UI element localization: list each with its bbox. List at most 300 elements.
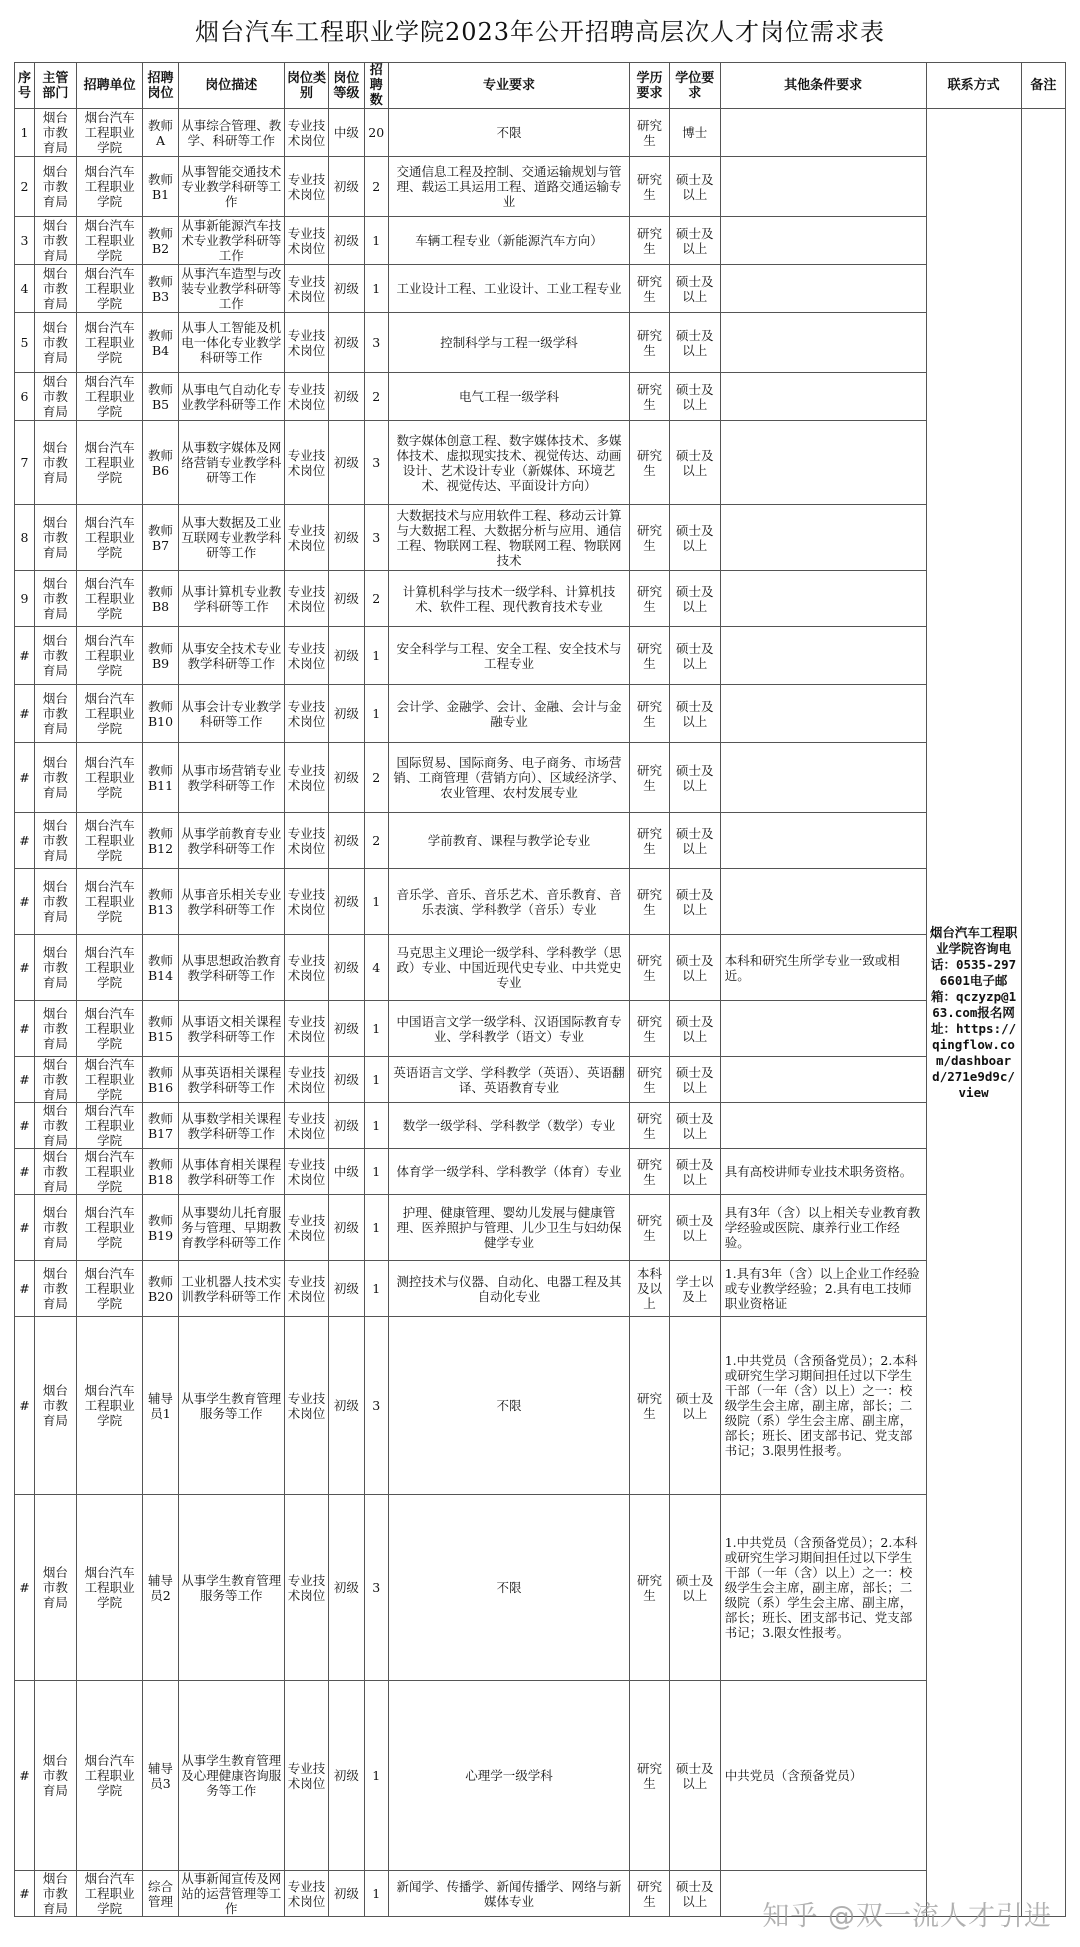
- header-cell: 学位要求: [669, 63, 720, 109]
- cell-edu: 研究生: [630, 869, 670, 935]
- table-row: [15, 743, 1066, 813]
- table-row: [15, 627, 1066, 685]
- cell-desc: 从事学生教育管理及心理健康咨询服务等工作: [178, 1681, 284, 1871]
- cell-level: 初级: [329, 1195, 364, 1261]
- cell-level: 初级: [329, 1001, 364, 1057]
- cell-post: 教师B9: [143, 627, 178, 685]
- cell-major: 国际贸易、国际商务、电子商务、市场营销、工商管理（营销方向）、区域经济学、农业管理、农村发展专业: [388, 743, 629, 813]
- cell-desc: 从事学生教育管理服务等工作: [178, 1495, 284, 1681]
- table-row: [15, 685, 1066, 743]
- cell-dept: 烟台市教育局: [34, 627, 76, 685]
- cell-major: 测控技术与仪器、自动化、电器工程及其自动化专业: [388, 1261, 629, 1317]
- cell-num: 1: [364, 1871, 388, 1917]
- cell-other: 1.具有3年（含）以上企业工作经验或专业教学经验；2.具有电工技师职业资格证: [720, 1261, 926, 1317]
- cell-edu: 研究生: [630, 109, 670, 157]
- header-cell: 序号: [15, 63, 35, 109]
- header-cell: 专业要求: [388, 63, 629, 109]
- cell-edu: 研究生: [630, 157, 670, 217]
- table-row: [15, 373, 1066, 421]
- cell-cat: 专业技术岗位: [284, 813, 328, 869]
- cell-cat: 专业技术岗位: [284, 743, 328, 813]
- cell-num: 1: [364, 1057, 388, 1103]
- cell-level: 初级: [329, 1103, 364, 1149]
- cell-other: [720, 743, 926, 813]
- cell-major: 计算机科学与技术一级学科、计算机技术、软件工程、现代教育技术专业: [388, 571, 629, 627]
- cell-other: [720, 571, 926, 627]
- cell-degree: 博士: [669, 109, 720, 157]
- cell-unit: 烟台汽车工程职业学院: [76, 1317, 142, 1495]
- cell-dept: 烟台市教育局: [34, 1681, 76, 1871]
- cell-edu: 研究生: [630, 743, 670, 813]
- cell-level: 初级: [329, 1057, 364, 1103]
- cell-num: 3: [364, 1317, 388, 1495]
- cell-edu: 研究生: [630, 1681, 670, 1871]
- cell-unit: 烟台汽车工程职业学院: [76, 869, 142, 935]
- cell-unit: 烟台汽车工程职业学院: [76, 217, 142, 265]
- cell-unit: 烟台汽车工程职业学院: [76, 935, 142, 1001]
- cell-num: 3: [364, 421, 388, 505]
- cell-other: [720, 1103, 926, 1149]
- table-row: [15, 1057, 1066, 1103]
- cell-degree: 硕士及以上: [669, 1317, 720, 1495]
- cell-num: 1: [364, 1103, 388, 1149]
- cell-major: 体育学一级学科、学科教学（体育）专业: [388, 1149, 629, 1195]
- cell-degree: 硕士及以上: [669, 421, 720, 505]
- cell-dept: 烟台市教育局: [34, 1317, 76, 1495]
- header-cell: 主管部门: [34, 63, 76, 109]
- cell-cat: 专业技术岗位: [284, 265, 328, 313]
- cell-other: 中共党员（含预备党员）: [720, 1681, 926, 1871]
- cell-major: 控制科学与工程一级学科: [388, 313, 629, 373]
- cell-other: [720, 813, 926, 869]
- cell-degree: 硕士及以上: [669, 265, 720, 313]
- cell-cat: 专业技术岗位: [284, 935, 328, 1001]
- cell-cat: 专业技术岗位: [284, 1103, 328, 1149]
- cell-post: 教师B6: [143, 421, 178, 505]
- cell-post: 综合管理: [143, 1871, 178, 1917]
- cell-no: 5: [15, 313, 35, 373]
- cell-num: 3: [364, 1495, 388, 1681]
- cell-cat: 专业技术岗位: [284, 313, 328, 373]
- header-cell: 其他条件要求: [720, 63, 926, 109]
- cell-num: 1: [364, 265, 388, 313]
- cell-cat: 专业技术岗位: [284, 157, 328, 217]
- cell-post: 教师B11: [143, 743, 178, 813]
- watermark: 知乎 @双一流人才引进: [762, 1901, 1052, 1932]
- cell-dept: 烟台市教育局: [34, 1001, 76, 1057]
- cell-major: 安全科学与工程、安全工程、安全技术与工程专业: [388, 627, 629, 685]
- cell-no: #: [15, 1681, 35, 1871]
- cell-no: 3: [15, 217, 35, 265]
- cell-post: 教师B5: [143, 373, 178, 421]
- cell-desc: 从事婴幼儿托育服务与管理、早期教育教学科研等工作: [178, 1195, 284, 1261]
- cell-level: 初级: [329, 935, 364, 1001]
- cell-no: 9: [15, 571, 35, 627]
- cell-dept: 烟台市教育局: [34, 421, 76, 505]
- cell-degree: 硕士及以上: [669, 313, 720, 373]
- cell-cat: 专业技术岗位: [284, 373, 328, 421]
- cell-other: [720, 313, 926, 373]
- cell-major: 会计学、金融学、会计、金融、会计与金融专业: [388, 685, 629, 743]
- cell-edu: 研究生: [630, 313, 670, 373]
- cell-post: 教师B1: [143, 157, 178, 217]
- cell-cat: 专业技术岗位: [284, 869, 328, 935]
- cell-degree: 硕士及以上: [669, 1195, 720, 1261]
- cell-edu: 研究生: [630, 421, 670, 505]
- cell-degree: 硕士及以上: [669, 1871, 720, 1917]
- table-row: [15, 109, 1066, 157]
- cell-desc: 从事体育相关课程教学科研等工作: [178, 1149, 284, 1195]
- cell-degree: 硕士及以上: [669, 217, 720, 265]
- cell-degree: 硕士及以上: [669, 1495, 720, 1681]
- cell-cat: 专业技术岗位: [284, 421, 328, 505]
- cell-degree: 硕士及以上: [669, 1057, 720, 1103]
- cell-post: 辅导员2: [143, 1495, 178, 1681]
- cell-post: 教师B17: [143, 1103, 178, 1149]
- cell-unit: 烟台汽车工程职业学院: [76, 313, 142, 373]
- cell-level: 初级: [329, 813, 364, 869]
- cell-num: 1: [364, 685, 388, 743]
- cell-unit: 烟台汽车工程职业学院: [76, 1195, 142, 1261]
- cell-desc: 从事会计专业教学科研等工作: [178, 685, 284, 743]
- cell-dept: 烟台市教育局: [34, 1195, 76, 1261]
- cell-desc: 从事大数据及工业互联网专业教学科研等工作: [178, 505, 284, 571]
- cell-cat: 专业技术岗位: [284, 1317, 328, 1495]
- cell-desc: 从事计算机专业教学科研等工作: [178, 571, 284, 627]
- cell-dept: 烟台市教育局: [34, 685, 76, 743]
- cell-unit: 烟台汽车工程职业学院: [76, 1057, 142, 1103]
- cell-major: 大数据技术与应用软件工程、移动云计算与大数据工程、大数据分析与应用、通信工程、物联网工程、物联网工程、物联网技术: [388, 505, 629, 571]
- cell-level: 初级: [329, 743, 364, 813]
- cell-major: 中国语言文学一级学科、汉语国际教育专业、学科教学（语文）专业: [388, 1001, 629, 1057]
- cell-desc: 工业机器人技术实训教学科研等工作: [178, 1261, 284, 1317]
- cell-major: 心理学一级学科: [388, 1681, 629, 1871]
- header-cell: 岗位类别: [284, 63, 328, 109]
- cell-degree: 硕士及以上: [669, 743, 720, 813]
- table-row: [15, 571, 1066, 627]
- cell-desc: 从事语文相关课程教学科研等工作: [178, 1001, 284, 1057]
- table-body: [15, 109, 1066, 1917]
- cell-degree: 硕士及以上: [669, 935, 720, 1001]
- cell-dept: 烟台市教育局: [34, 505, 76, 571]
- cell-no: 6: [15, 373, 35, 421]
- cell-no: #: [15, 1871, 35, 1917]
- cell-unit: 烟台汽车工程职业学院: [76, 1149, 142, 1195]
- cell-dept: 烟台市教育局: [34, 743, 76, 813]
- cell-desc: 从事安全技术专业教学科研等工作: [178, 627, 284, 685]
- cell-post: 教师B13: [143, 869, 178, 935]
- cell-level: 初级: [329, 373, 364, 421]
- table-row: [15, 217, 1066, 265]
- cell-level: 初级: [329, 1317, 364, 1495]
- cell-dept: 烟台市教育局: [34, 869, 76, 935]
- table-row: [15, 1495, 1066, 1681]
- cell-dept: 烟台市教育局: [34, 313, 76, 373]
- cell-level: 初级: [329, 217, 364, 265]
- cell-cat: 专业技术岗位: [284, 1495, 328, 1681]
- cell-other: [720, 421, 926, 505]
- cell-num: 2: [364, 373, 388, 421]
- table-row: [15, 1681, 1066, 1871]
- cell-num: 1: [364, 1149, 388, 1195]
- cell-level: 初级: [329, 1495, 364, 1681]
- cell-no: #: [15, 813, 35, 869]
- cell-unit: 烟台汽车工程职业学院: [76, 1681, 142, 1871]
- cell-post: 教师B12: [143, 813, 178, 869]
- remarks-cell: [1021, 109, 1065, 1917]
- cell-major: 不限: [388, 1495, 629, 1681]
- cell-num: 3: [364, 505, 388, 571]
- cell-unit: 烟台汽车工程职业学院: [76, 627, 142, 685]
- cell-desc: 从事智能交通技术专业教学科研等工作: [178, 157, 284, 217]
- cell-cat: 专业技术岗位: [284, 1261, 328, 1317]
- cell-dept: 烟台市教育局: [34, 935, 76, 1001]
- header-cell: 岗位等级: [329, 63, 364, 109]
- cell-desc: 从事英语相关课程教学科研等工作: [178, 1057, 284, 1103]
- cell-degree: 硕士及以上: [669, 505, 720, 571]
- cell-unit: 烟台汽车工程职业学院: [76, 421, 142, 505]
- cell-major: 不限: [388, 1317, 629, 1495]
- cell-cat: 专业技术岗位: [284, 1195, 328, 1261]
- cell-num: 20: [364, 109, 388, 157]
- cell-post: 辅导员3: [143, 1681, 178, 1871]
- cell-degree: 硕士及以上: [669, 813, 720, 869]
- cell-degree: 硕士及以上: [669, 373, 720, 421]
- cell-degree: 硕士及以上: [669, 157, 720, 217]
- cell-edu: 研究生: [630, 373, 670, 421]
- contact-info: 烟台汽车工程职业学院咨询电话：0535-2976601电子邮箱：qczyzp@163.com报名网址：https://qingflow.com/dashboard/271e9d9c/view: [926, 109, 1021, 1917]
- cell-desc: 从事人工智能及机电一体化专业教学科研等工作: [178, 313, 284, 373]
- cell-dept: 烟台市教育局: [34, 571, 76, 627]
- cell-other: [720, 1001, 926, 1057]
- cell-unit: 烟台汽车工程职业学院: [76, 1261, 142, 1317]
- cell-dept: 烟台市教育局: [34, 1103, 76, 1149]
- cell-edu: 研究生: [630, 813, 670, 869]
- table-row: [15, 813, 1066, 869]
- cell-no: #: [15, 627, 35, 685]
- cell-desc: 从事数学相关课程教学科研等工作: [178, 1103, 284, 1149]
- cell-dept: 烟台市教育局: [34, 1495, 76, 1681]
- cell-level: 初级: [329, 505, 364, 571]
- cell-no: #: [15, 1001, 35, 1057]
- cell-major: 交通信息工程及控制、交通运输规划与管理、载运工具运用工程、道路交通运输专业: [388, 157, 629, 217]
- cell-major: 电气工程一级学科: [388, 373, 629, 421]
- cell-major: 数学一级学科、学科教学（数学）专业: [388, 1103, 629, 1149]
- cell-level: 初级: [329, 1261, 364, 1317]
- cell-post: 教师B3: [143, 265, 178, 313]
- cell-no: 7: [15, 421, 35, 505]
- cell-desc: 从事综合管理、教学、科研等工作: [178, 109, 284, 157]
- cell-no: 2: [15, 157, 35, 217]
- cell-desc: 从事数字媒体及网络营销专业教学科研等工作: [178, 421, 284, 505]
- cell-dept: 烟台市教育局: [34, 813, 76, 869]
- cell-post: 教师B7: [143, 505, 178, 571]
- cell-edu: 研究生: [630, 1871, 670, 1917]
- cell-unit: 烟台汽车工程职业学院: [76, 505, 142, 571]
- cell-no: #: [15, 1103, 35, 1149]
- header-cell: 岗位描述: [178, 63, 284, 109]
- header-cell: 学历要求: [630, 63, 670, 109]
- cell-no: #: [15, 1261, 35, 1317]
- cell-unit: 烟台汽车工程职业学院: [76, 813, 142, 869]
- cell-degree: 硕士及以上: [669, 1681, 720, 1871]
- cell-unit: 烟台汽车工程职业学院: [76, 571, 142, 627]
- cell-degree: 硕士及以上: [669, 1001, 720, 1057]
- cell-cat: 专业技术岗位: [284, 1149, 328, 1195]
- cell-unit: 烟台汽车工程职业学院: [76, 743, 142, 813]
- cell-level: 初级: [329, 157, 364, 217]
- cell-no: #: [15, 1195, 35, 1261]
- cell-post: 教师B18: [143, 1149, 178, 1195]
- cell-major: 车辆工程专业（新能源汽车方向）: [388, 217, 629, 265]
- cell-edu: 研究生: [630, 685, 670, 743]
- header-cell: 招聘单位: [76, 63, 142, 109]
- cell-major: 马克思主义理论一级学科、学科教学（思政）专业、中国近现代史专业、中共党史专业: [388, 935, 629, 1001]
- cell-edu: 研究生: [630, 265, 670, 313]
- cell-post: 教师B8: [143, 571, 178, 627]
- cell-dept: 烟台市教育局: [34, 1871, 76, 1917]
- cell-major: 音乐学、音乐、音乐艺术、音乐教育、音乐表演、学科教学（音乐）专业: [388, 869, 629, 935]
- cell-dept: 烟台市教育局: [34, 109, 76, 157]
- cell-desc: 从事学前教育专业教学科研等工作: [178, 813, 284, 869]
- cell-other: [720, 109, 926, 157]
- cell-edu: 研究生: [630, 505, 670, 571]
- cell-level: 初级: [329, 685, 364, 743]
- cell-degree: 硕士及以上: [669, 1103, 720, 1149]
- cell-edu: 研究生: [630, 1195, 670, 1261]
- table-row: [15, 1261, 1066, 1317]
- cell-level: 初级: [329, 571, 364, 627]
- cell-major: 不限: [388, 109, 629, 157]
- cell-degree: 硕士及以上: [669, 627, 720, 685]
- cell-no: 1: [15, 109, 35, 157]
- cell-desc: 从事学生教育管理服务等工作: [178, 1317, 284, 1495]
- cell-edu: 本科及以上: [630, 1261, 670, 1317]
- cell-num: 2: [364, 571, 388, 627]
- cell-degree: 学士以及上: [669, 1261, 720, 1317]
- table-row: [15, 1149, 1066, 1195]
- table-row: [15, 421, 1066, 505]
- cell-desc: 从事思想政治教育教学科研等工作: [178, 935, 284, 1001]
- cell-level: 初级: [329, 869, 364, 935]
- cell-num: 1: [364, 869, 388, 935]
- header-cell: 招聘数: [364, 63, 388, 109]
- cell-post: 教师A: [143, 109, 178, 157]
- cell-no: 4: [15, 265, 35, 313]
- cell-dept: 烟台市教育局: [34, 217, 76, 265]
- cell-num: 1: [364, 1681, 388, 1871]
- table-row: [15, 265, 1066, 313]
- cell-other: 1.中共党员（含预备党员）；2.本科或研究生学习期间担任过以下学生干部（一年（含）以上）之一：校级学生会主席，副主席，部长；二级院（系）学生会主席、副主席，部长；班长、团支部书记、党支部书记；3.限男性报考。: [720, 1317, 926, 1495]
- cell-unit: 烟台汽车工程职业学院: [76, 157, 142, 217]
- table-row: [15, 313, 1066, 373]
- cell-degree: 硕士及以上: [669, 869, 720, 935]
- cell-desc: 从事汽车造型与改装专业教学科研等工作: [178, 265, 284, 313]
- cell-edu: 研究生: [630, 571, 670, 627]
- cell-unit: 烟台汽车工程职业学院: [76, 109, 142, 157]
- cell-other: [720, 1057, 926, 1103]
- cell-num: 1: [364, 1195, 388, 1261]
- cell-edu: 研究生: [630, 1001, 670, 1057]
- cell-other: [720, 505, 926, 571]
- cell-level: 初级: [329, 421, 364, 505]
- cell-num: 2: [364, 813, 388, 869]
- cell-edu: 研究生: [630, 1317, 670, 1495]
- cell-level: 初级: [329, 265, 364, 313]
- cell-edu: 研究生: [630, 217, 670, 265]
- cell-desc: 从事音乐相关专业教学科研等工作: [178, 869, 284, 935]
- table-row: [15, 505, 1066, 571]
- cell-num: 4: [364, 935, 388, 1001]
- cell-cat: 专业技术岗位: [284, 1057, 328, 1103]
- table-row: [15, 1001, 1066, 1057]
- header-cell: 联系方式: [926, 63, 1021, 109]
- cell-unit: 烟台汽车工程职业学院: [76, 1495, 142, 1681]
- cell-post: 教师B15: [143, 1001, 178, 1057]
- cell-edu: 研究生: [630, 627, 670, 685]
- cell-other: [720, 869, 926, 935]
- cell-post: 教师B10: [143, 685, 178, 743]
- cell-major: 护理、健康管理、婴幼儿发展与健康管理、医养照护与管理、儿少卫生与妇幼保健学专业: [388, 1195, 629, 1261]
- cell-num: 2: [364, 743, 388, 813]
- job-table: [14, 62, 1066, 1917]
- cell-post: 辅导员1: [143, 1317, 178, 1495]
- header-row: [15, 63, 1066, 109]
- cell-level: 初级: [329, 627, 364, 685]
- cell-dept: 烟台市教育局: [34, 1261, 76, 1317]
- cell-cat: 专业技术岗位: [284, 627, 328, 685]
- cell-other: [720, 265, 926, 313]
- cell-post: 教师B2: [143, 217, 178, 265]
- cell-other: 具有3年（含）以上相关专业教育教学经验或医院、康养行业工作经验。: [720, 1195, 926, 1261]
- cell-other: [720, 157, 926, 217]
- table-row: [15, 1103, 1066, 1149]
- cell-dept: 烟台市教育局: [34, 265, 76, 313]
- cell-level: 初级: [329, 1681, 364, 1871]
- cell-unit: 烟台汽车工程职业学院: [76, 685, 142, 743]
- header-cell: 备注: [1021, 63, 1065, 109]
- cell-dept: 烟台市教育局: [34, 373, 76, 421]
- cell-no: #: [15, 869, 35, 935]
- cell-edu: 研究生: [630, 1103, 670, 1149]
- cell-cat: 专业技术岗位: [284, 571, 328, 627]
- cell-major: 英语语言文学、学科教学（英语）、英语翻译、英语教育专业: [388, 1057, 629, 1103]
- cell-desc: 从事新能源汽车技术专业教学科研等工作: [178, 217, 284, 265]
- cell-cat: 专业技术岗位: [284, 505, 328, 571]
- cell-no: #: [15, 685, 35, 743]
- cell-level: 初级: [329, 313, 364, 373]
- cell-major: 学前教育、课程与教学论专业: [388, 813, 629, 869]
- cell-desc: 从事新闻宣传及网站的运营管理等工作: [178, 1871, 284, 1917]
- cell-num: 3: [364, 313, 388, 373]
- cell-post: 教师B4: [143, 313, 178, 373]
- table-row: [15, 869, 1066, 935]
- cell-dept: 烟台市教育局: [34, 157, 76, 217]
- cell-no: #: [15, 1149, 35, 1195]
- cell-other: [720, 217, 926, 265]
- cell-unit: 烟台汽车工程职业学院: [76, 1001, 142, 1057]
- cell-other: [720, 627, 926, 685]
- cell-degree: 硕士及以上: [669, 1149, 720, 1195]
- cell-no: #: [15, 935, 35, 1001]
- cell-num: 1: [364, 1261, 388, 1317]
- cell-degree: 硕士及以上: [669, 571, 720, 627]
- cell-other: 1.中共党员（含预备党员）；2.本科或研究生学习期间担任过以下学生干部（一年（含）以上）之一：校级学生会主席，副主席，部长；二级院（系）学生会主席、副主席，部长；班长、团支部书记、党支部书记；3.限女性报考。: [720, 1495, 926, 1681]
- cell-other: 具有高校讲师专业技术职务资格。: [720, 1149, 926, 1195]
- cell-no: #: [15, 1057, 35, 1103]
- cell-level: 中级: [329, 109, 364, 157]
- cell-post: 教师B14: [143, 935, 178, 1001]
